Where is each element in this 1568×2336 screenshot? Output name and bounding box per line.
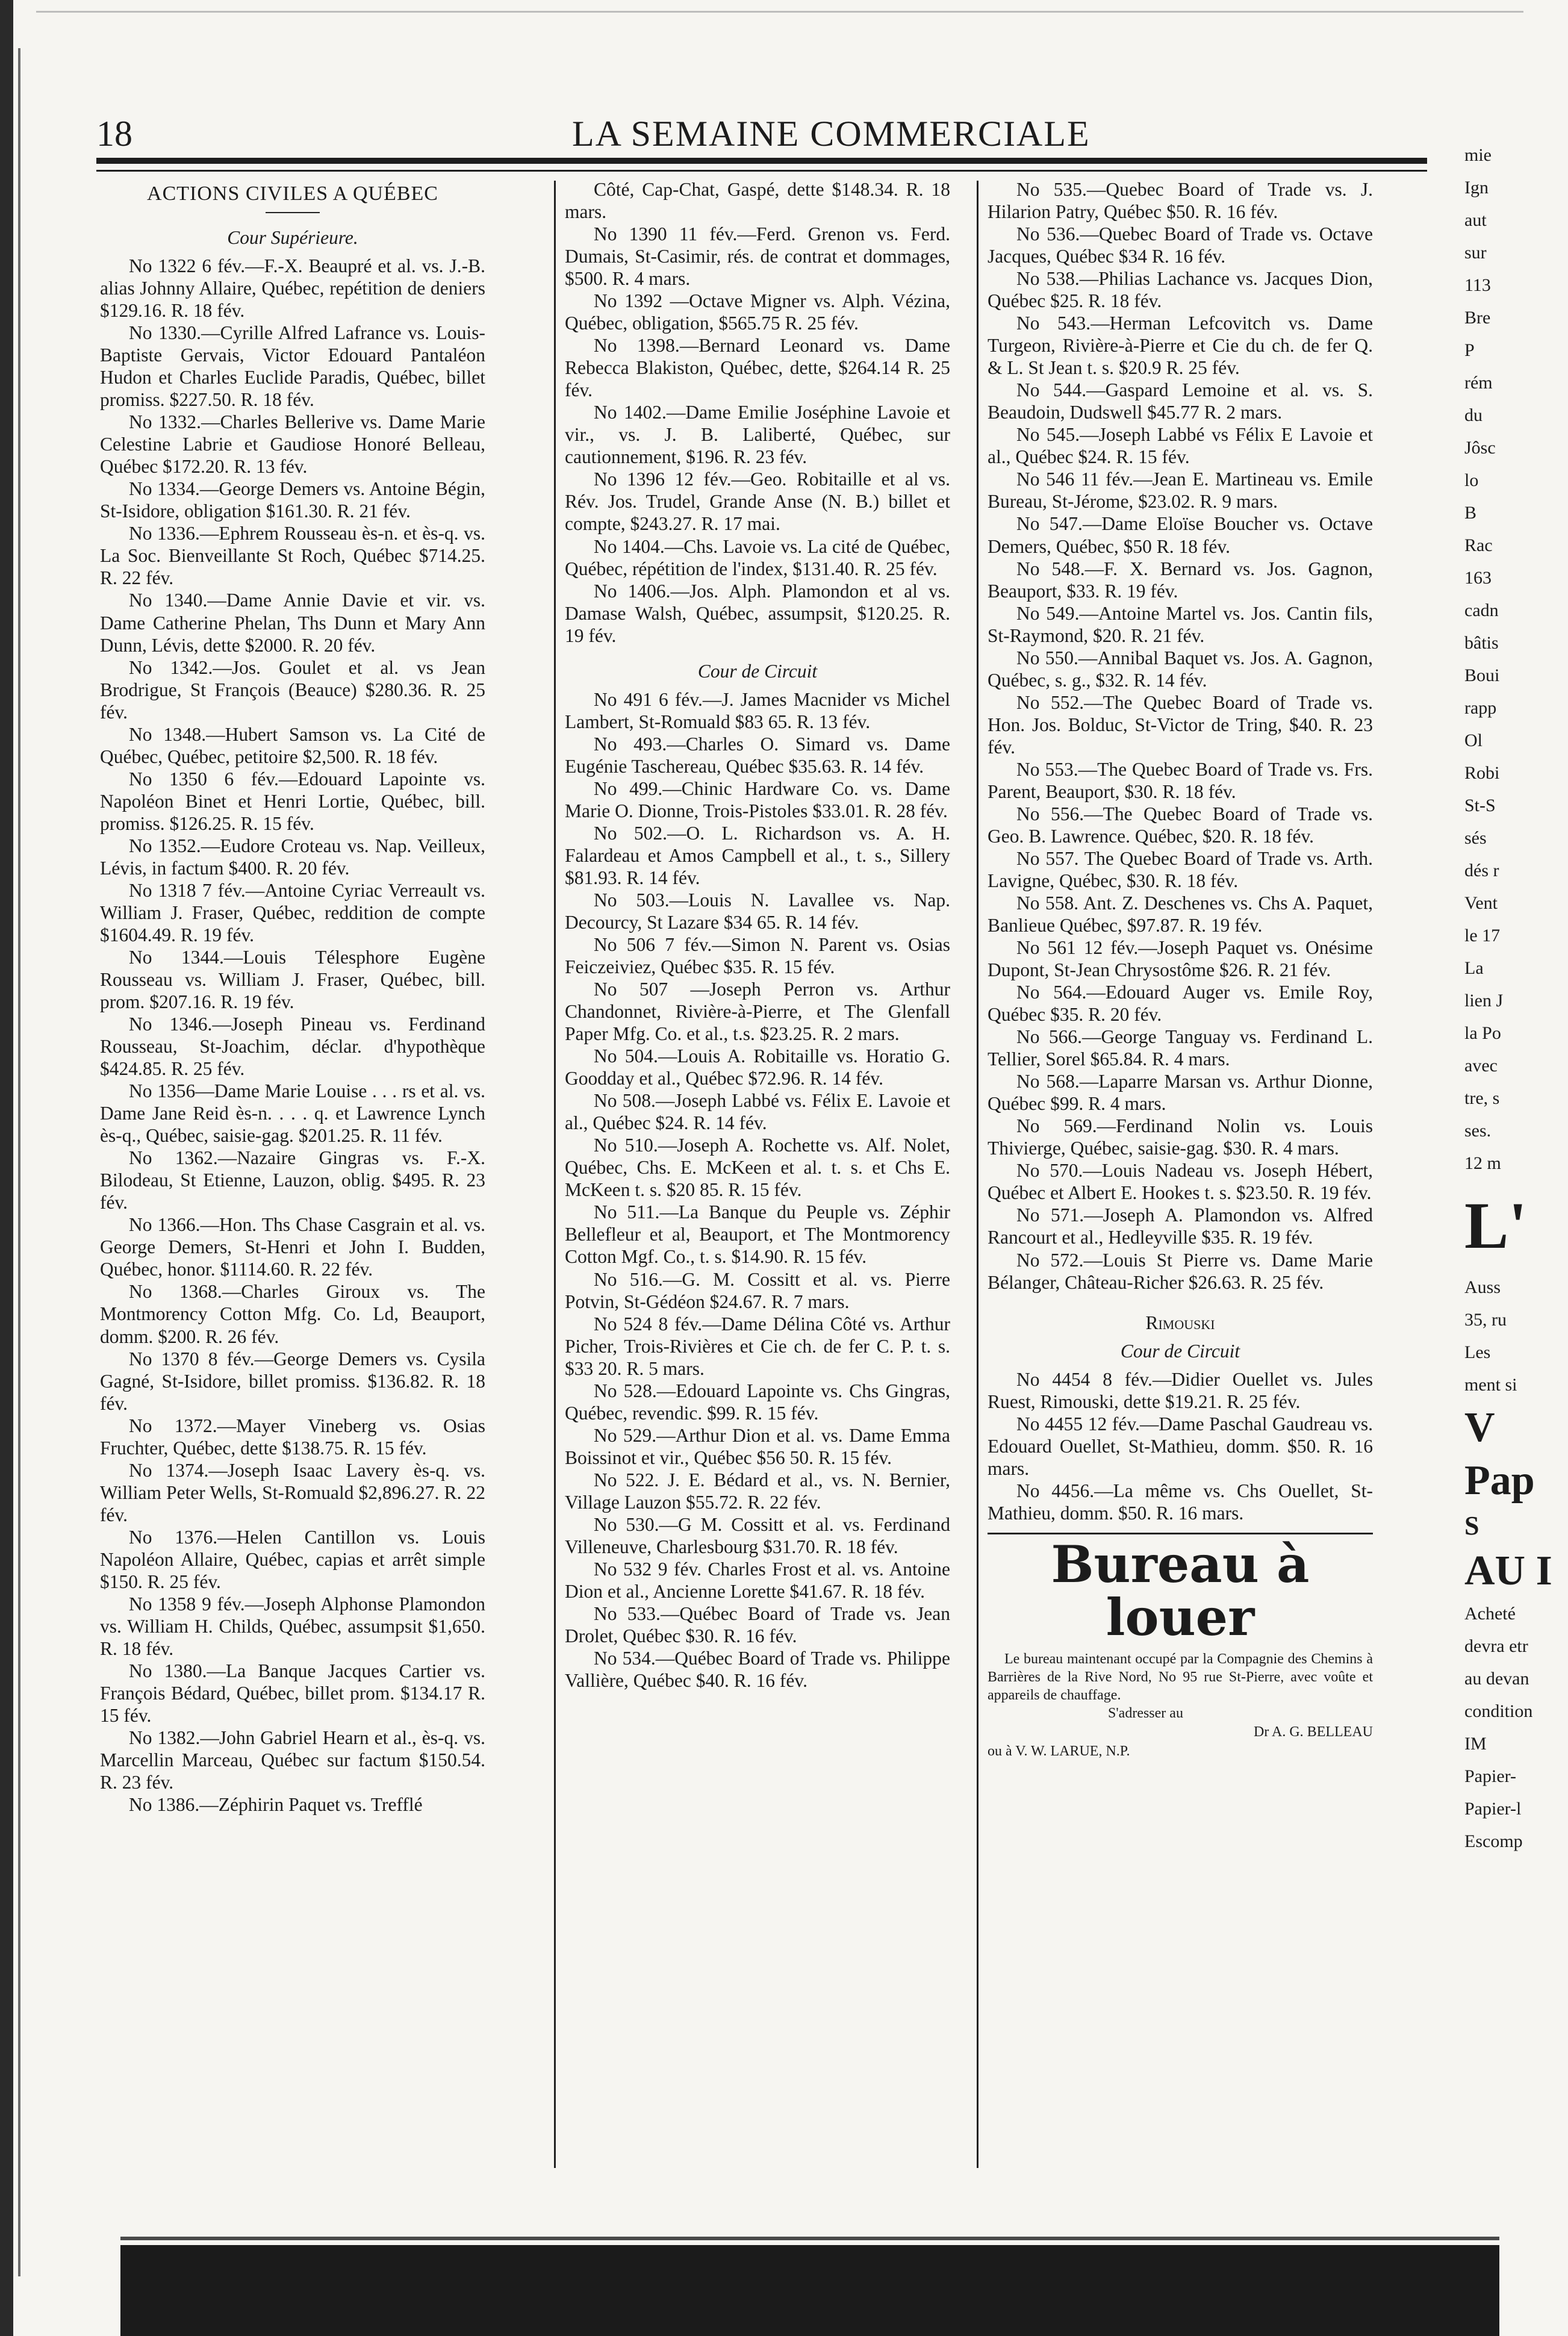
fragment-line: devra etr [1464,1636,1528,1656]
case-entry: No 4454 8 fév.—Didier Ouellet vs. Jules Ruest, Rimouski, dette $19.21. R. 25 fév. [988,1368,1373,1412]
case-entry: No 532 9 fév. Charles Frost et al. vs. Antoine Dion et al., Ancienne Lorette $41.67. R. 18 fév. [565,1558,950,1602]
header-rule-thin [96,170,1427,172]
fragment-line: 163 [1464,568,1492,588]
column-2 [565,178,950,1692]
case-entry: No 528.—Edouard Lapointe vs. Chs Gingras, Québec, revendic. $99. R. 15 fév. [565,1380,950,1424]
case-entry: No 504.—Louis A. Robitaille vs. Horatio G. Goodday et al., Québec $72.96. R. 14 fév. [565,1045,950,1089]
fragment-line: Rac [1464,535,1493,555]
scan-bottom-shadow [120,2245,1499,2336]
fragment-line: St-S [1464,796,1496,815]
court-heading: Cour de Circuit [1120,1340,1240,1362]
case-entry: No 1386.—Zéphirin Paquet vs. Trefflé [129,1794,423,1816]
fragment-line: Bre [1464,308,1491,328]
case-entry: No 545.—Joseph Labbé vs Félix E Lavoie et al., Québec $24. R. 15 fév. [988,424,1373,468]
fragment-line: dés r [1464,861,1499,880]
fragment-line: 35, ru [1464,1310,1507,1330]
ad-text: Le bureau maintenant occupé par la Compagnie des Chemins à Barrières de la Rive Nord, No 95 rue St-Pierre, avec voûte et appareils de chauffage. [988,1651,1373,1704]
fragment-line: mie [1464,145,1492,165]
fragment-heading: Pap [1464,1457,1535,1504]
case-entry: No 1376.—Helen Cantillon vs. Louis Napoléon Allaire, Québec, capias et arrêt simple $150. R. 25 fév. [100,1526,485,1592]
case-entry: No 566.—George Tanguay vs. Ferdinand L. Tellier, Sorel $65.84. R. 4 mars. [988,1026,1373,1070]
case-entry: Côté, Cap-Chat, Gaspé, dette $148.34. R. 18 mars. [565,179,950,223]
case-entry: No 522. J. E. Bédard et al., vs. N. Bernier, Village Lauzon $55.72. R. 22 fév. [565,1469,950,1513]
case-entry: No 507 —Joseph Perron vs. Arthur Chandonnet, Rivière-à-Pierre, et The Glenfall Paper Mfg. Co. et al., t.s. $23.25. R. 2 mars. [565,979,950,1045]
case-entry: No 529.—Arthur Dion et al. vs. Dame Emma Boissinot et vir., Québec $56 50. R. 15 fév. [565,1424,950,1468]
fragment-line: sés [1464,828,1487,848]
case-entry: No 549.—Antoine Martel vs. Jos. Cantin fils, St-Raymond, $20. R. 21 fév. [988,602,1373,646]
case-entry: No 544.—Gaspard Lemoine et al. vs. S. Beaudoin, Dudswell $45.77 R. 2 mars. [988,379,1373,423]
case-entry: No 1318 7 fév.—Antoine Cyriac Verreault vs. William J. Fraser, Québec, reddition de compte $1604.49. R. 19 fév. [100,879,485,945]
case-entry: No 571.—Joseph A. Plamondon vs. Alfred Rancourt et al., Hedleyville $35. R. 19 fév. [988,1204,1373,1248]
case-entry: No 547.—Dame Eloïse Boucher vs. Octave Demers, Québec, $50 R. 18 fév. [988,513,1373,557]
heading-dash [266,212,320,213]
case-entry: No 1380.—La Banque Jacques Cartier vs. François Bédard, Québec, billet prom. $134.17 R. 15 fév. [100,1660,485,1727]
fragment-line: Ign [1464,178,1489,198]
case-entry: No 1350 6 fév.—Edouard Lapointe vs. Napoléon Binet et Henri Lortie, Québec, bill. promiss. $126.25. R. 15 fév. [100,768,485,834]
fragment-line: au devan [1464,1669,1529,1689]
case-entry: No 493.—Charles O. Simard vs. Dame Eugénie Taschereau, Québec $35.63. R. 14 fév. [565,733,950,777]
fragment-line: ses. [1464,1121,1492,1141]
case-entry: No 538.—Philias Lachance vs. Jacques Dion, Québec $25. R. 18 fév. [988,268,1373,312]
case-entry: No 1334.—George Demers vs. Antoine Bégin, St-Isidore, obligation $161.30. R. 21 fév. [100,478,485,522]
fragment-line: aut [1464,210,1487,230]
fragment-lines [1464,1277,1568,1396]
fragment-line: Robi [1464,763,1500,783]
case-entry: No 4456.—La même vs. Chs Ouellet, St-Mathieu, domm. $50. R. 16 mars. [988,1480,1373,1524]
fragment-line: Boui [1464,665,1500,685]
ad-contact-name: Dr A. G. BELLEAU [1254,1724,1373,1740]
entry-list [988,178,1373,1294]
case-entry: No 550.—Annibal Baquet vs. Jos. A. Gagnon, Québec, s. g., $32. R. 14 fév. [988,647,1373,691]
fragment-line: Jôsc [1464,438,1496,458]
case-entry: No 1392 —Octave Migner vs. Alph. Vézina, Québec, obligation, $565.75 R. 25 fév. [565,290,950,334]
court-heading: Cour Supérieure. [227,226,358,248]
ad-contact-line: S'adresser au [1108,1705,1183,1722]
case-entry: No 1330.—Cyrille Alfred Lafrance vs. Louis-Baptiste Gervais, Victor Edouard Pantaléon Hudon et Charles Euclide Paradis, Québec, billet promiss. $227.50. R. 18 fév. [100,322,485,411]
case-entry: No 1348.—Hubert Samson vs. La Cité de Québec, Québec, petitoire $2,500. R. 18 fév. [100,723,485,767]
fragment-line: Vent [1464,893,1498,913]
fragment-line: B [1464,503,1477,523]
fragment-line: Acheté [1464,1604,1516,1624]
entry-list [100,255,485,1816]
fragment-line: sur [1464,243,1487,263]
fragment-line: le 17 [1464,926,1501,945]
case-entry: No 1368.—Charles Giroux vs. The Montmorency Cotton Mfg. Co. Ld, Beauport, domm. $200. R. 26 fév. [100,1281,485,1347]
advertisement [988,1533,1373,1761]
case-entry: No 572.—Louis St Pierre vs. Dame Marie Bélanger, Château-Richer $26.63. R. 25 fév. [988,1249,1373,1293]
fragment-line: P [1464,340,1475,360]
entry-list [565,688,950,1692]
column-1 [100,178,485,1816]
case-entry: No 1344.—Louis Télesphore Eugène Rousseau vs. William J. Fraser, Québec, bill. prom. $207.16. R. 19 fév. [100,946,485,1013]
fragment-line: La [1464,958,1484,978]
case-entry: No 533.—Québec Board of Trade vs. Jean Drolet, Québec $30. R. 16 fév. [565,1602,950,1646]
fragment-heading: AU I [1464,1548,1552,1594]
top-edge-line [36,11,1523,13]
page-number: 18 [96,114,132,154]
column-divider-2 [977,181,978,2168]
case-entry: No 1356—Dame Marie Louise . . . rs et al. vs. Dame Jane Reid ès-n. . . . q. et Lawrence Lynch ès-q., Québec, saisie-gag. $201.25. R. 11 fév. [100,1080,485,1147]
case-entry: No 1342.—Jos. Goulet et al. vs Jean Brodrigue, St François (Beauce) $280.36. R. 25 fév. [100,656,485,723]
case-entry: No 1370 8 fév.—George Demers vs. Cysila Gagné, St-Isidore, billet promiss. $136.82. R. 18 fév. [100,1348,485,1414]
case-entry: No 546 11 fév.—Jean E. Martineau vs. Emile Bureau, St-Jérome, $23.02. R. 9 mars. [988,469,1373,512]
fragment-line: Auss [1464,1277,1501,1297]
case-entry: No 1358 9 fév.—Joseph Alphonse Plamondon vs. William H. Childs, Québec, assumpsit $1,650. R. 18 fév. [100,1593,485,1659]
fragment-lines [1464,145,1568,1174]
case-entry: No 556.—The Quebec Board of Trade vs. Geo. B. Lawrence. Québec, $20. R. 18 fév. [988,803,1373,847]
fragment-line: Papier- [1464,1766,1517,1786]
region-heading: Rimouski [1145,1312,1215,1333]
case-entry: No 564.—Edouard Auger vs. Emile Roy, Québec $35. R. 20 fév. [988,982,1373,1026]
case-entry: No 552.—The Quebec Board of Trade vs. Hon. Jos. Bolduc, St-Victor de Tring, $40. R. 23 fév. [988,691,1373,758]
case-entry: No 1322 6 fév.—F.-X. Beaupré et al. vs. J.-B. alias Johnny Allaire, Québec, repétition de deniers $129.16. R. 18 fév. [100,255,485,322]
case-entry: No 491 6 fév.—J. James Macnider vs Michel Lambert, St-Romuald $83 65. R. 13 fév. [565,688,950,732]
fragment-line: rém [1464,373,1493,393]
fragment-line: condition [1464,1701,1533,1721]
journal-title: LA SEMAINE COMMERCIALE [572,114,1090,154]
case-entry: No 1374.—Joseph Isaac Lavery ès-q. vs. William Peter Wells, St-Romuald $2,896.27. R. 22 fév. [100,1459,485,1525]
fragment-large-letter: L' [1464,1189,1527,1262]
fragment-line: la Po [1464,1023,1501,1043]
fragment-line: Escomp [1464,1831,1523,1851]
column-divider-1 [554,181,556,2168]
fragment-line: Papier-l [1464,1799,1522,1819]
case-entry: No 1352.—Eudore Croteau vs. Nap. Veilleux, Lévis, in factum $400. R. 20 fév. [100,835,485,879]
entry-list [988,1368,1373,1524]
fragment-line: IM [1464,1734,1487,1754]
case-entry: No 568.—Laparre Marsan vs. Arthur Dionne, Québec $99. R. 4 mars. [988,1071,1373,1115]
fragment-line: du [1464,405,1482,425]
case-entry: No 502.—O. L. Richardson vs. A. H. Falardeau et Amos Campbell et al., t. s., Sillery $81.93. R. 14 fév. [565,822,950,888]
case-entry: No 530.—G M. Cossitt et al. vs. Ferdinand Villeneuve, Charlesbourg $31.70. R. 18 fév. [565,1513,950,1557]
case-entry: No 510.—Joseph A. Rochette vs. Alf. Nolet, Québec, Chs. E. McKeen et al. t. s. et Chs E. McKeen t. s. $20 85. R. 15 fév. [565,1135,950,1201]
case-entry: No 1402.—Dame Emilie Joséphine Lavoie et vir., vs. J. B. Laliberté, Québec, sur cautionnement, $196. R. 23 fév. [565,402,950,468]
case-entry: No 570.—Louis Nadeau vs. Joseph Hébert, Québec et Albert E. Hookes t. s. $23.50. R. 19 fév. [988,1160,1373,1204]
case-entry: No 1406.—Jos. Alph. Plamondon et al vs. Damase Walsh, Québec, assumpsit, $120.25. R. 19 fév. [565,580,950,646]
adjacent-page-fragment [1464,145,1568,2204]
case-entry: No 548.—F. X. Bernard vs. Jos. Gagnon, Beauport, $33. R. 19 fév. [988,558,1373,602]
section-title: ACTIONS CIVILES A QUÉBEC [147,182,438,205]
case-entry: No 1390 11 fév.—Ferd. Grenon vs. Ferd. Dumais, St-Casimir, rés. de contrat et dommages, $500. R. 4 mars. [565,223,950,290]
case-entry: No 553.—The Quebec Board of Trade vs. Frs. Parent, Beauport, $30. R. 18 fév. [988,758,1373,802]
ad-contact-line-2: ou à V. W. LARUE, N.P. [988,1743,1130,1759]
fragment-heading: V [1464,1404,1495,1451]
header-rule-thick [96,158,1427,164]
case-entry: No 511.—La Banque du Peuple vs. Zéphir Bellefleur et al, Beauport, et The Montmorency Cotton Mgf. Co., t. s. $14.90. R. 15 fév. [565,1201,950,1268]
case-entry: No 561 12 fév.—Joseph Paquet vs. Onésime Dupont, St-Jean Chrysostôme $26. R. 21 fév. [988,937,1373,981]
page-edge-shadow [0,0,13,2336]
entry-list [565,178,950,647]
case-entry: No 499.—Chinic Hardware Co. vs. Dame Marie O. Dionne, Trois-Pistoles $33.01. R. 28 fév. [565,777,950,821]
fragment-line: rapp [1464,698,1497,718]
case-entry: No 524 8 fév.—Dame Délina Côté vs. Arthur Picher, Trois-Rivières et Cie ch. de fer C. P. t. s. $33 20. R. 5 mars. [565,1313,950,1379]
ad-title: Bureau à louer [1051,1534,1310,1648]
case-entry: No 1404.—Chs. Lavoie vs. La cité de Québec, Québec, répétition de l'index, $131.40. R. 25 fév. [565,535,950,579]
case-entry: No 536.—Quebec Board of Trade vs. Octave Jacques, Québec $34 R. 16 fév. [988,223,1373,267]
case-entry: No 4455 12 fév.—Dame Paschal Gaudreau vs. Edouard Ouellet, St-Mathieu, domm. $50. R. 16 mars. [988,1413,1373,1479]
case-entry: No 543.—Herman Lefcovitch vs. Dame Turgeon, Rivière-à-Pierre et Cie du ch. de fer Q. & L. St Jean t. s. $20.9 R. 25 fév. [988,313,1373,379]
case-entry: No 569.—Ferdinand Nolin vs. Louis Thivierge, Québec, saisie-gag. $30. R. 4 mars. [988,1115,1373,1159]
fragment-line: tre, s [1464,1088,1500,1108]
binding-line [18,48,20,2276]
fragment-line: Les [1464,1342,1491,1362]
case-entry: No 508.—Joseph Labbé vs. Félix E. Lavoie et al., Québec $24. R. 14 fév. [565,1090,950,1134]
case-entry: No 1396 12 fév.—Geo. Robitaille et al vs. Rév. Jos. Trudel, Grande Anse (N. B.) billet et compte, $243.27. R. 17 mai. [565,469,950,535]
fragment-heading: S [1464,1511,1479,1540]
fragment-line: lien J [1464,991,1504,1011]
case-entry: No 506 7 fév.—Simon N. Parent vs. Osias Feiczeiviez, Québec $35. R. 15 fév. [565,934,950,978]
case-entry: No 1336.—Ephrem Rousseau ès-n. et ès-q. vs. La Soc. Bienveillante St Roch, Québec $714.25. R. 22 fév. [100,523,485,589]
fragment-line: ment si [1464,1375,1517,1395]
case-entry: No 1398.—Bernard Leonard vs. Dame Rebecca Blakiston, Québec, dette, $264.14 R. 25 fév. [565,335,950,401]
fragment-line: avec [1464,1056,1498,1076]
case-entry: No 557. The Quebec Board of Trade vs. Arth. Lavigne, Québec, $30. R. 18 fév. [988,847,1373,891]
court-heading: Cour de Circuit [697,660,818,682]
case-entry: No 558. Ant. Z. Deschenes vs. Chs A. Paquet, Banlieue Québec, $97.87. R. 19 fév. [988,892,1373,936]
case-entry: No 1366.—Hon. Ths Chase Casgrain et al. vs. George Demers, St-Henri et John I. Budden, Québec, honor. $1114.60. R. 22 fév. [100,1214,485,1280]
case-entry: No 535.—Quebec Board of Trade vs. J. Hilarion Patry, Québec $50. R. 16 fév. [988,179,1373,223]
column-3 [988,178,1373,1761]
case-entry: No 1362.—Nazaire Gingras vs. F.-X. Bilodeau, St Etienne, Lauzon, oblig. $495. R. 23 fév. [100,1147,485,1213]
case-entry: No 1346.—Joseph Pineau vs. Ferdinand Rousseau, St-Joachim, déclar. d'hypothèque $424.85. R. 25 fév. [100,1014,485,1080]
case-entry: No 1332.—Charles Bellerive vs. Dame Marie Celestine Labrie et Gaudiose Honoré Belleau, Québec $172.20. R. 13 fév. [100,411,485,478]
case-entry: No 516.—G. M. Cossitt et al. vs. Pierre Potvin, St-Gédéon $24.67. R. 7 mars. [565,1268,950,1312]
fragment-line: Ol [1464,730,1482,750]
fragment-line: lo [1464,470,1479,490]
case-entry: No 503.—Louis N. Lavallee vs. Nap. Decourcy, St Lazare $34 65. R. 14 fév. [565,889,950,933]
case-entry: No 1340.—Dame Annie Davie et vir. vs. Dame Catherine Phelan, Ths Dunn et Mary Ann Dunn, Lévis, dette $2000. R. 20 fév. [100,590,485,656]
case-entry: No 1372.—Mayer Vineberg vs. Osias Fruchter, Québec, dette $138.75. R. 15 fév. [100,1415,485,1459]
fragment-line: bâtis [1464,633,1499,653]
fragment-lines [1464,1603,1568,1852]
case-entry: No 534.—Québec Board of Trade vs. Philippe Vallière, Québec $40. R. 16 fév. [565,1648,950,1692]
fragment-line: 113 [1464,275,1491,295]
fragment-line: cadn [1464,600,1499,620]
fragment-line: 12 m [1464,1153,1501,1173]
case-entry: No 1382.—John Gabriel Hearn et al., ès-q. vs. Marcellin Marceau, Québec sur factum $150.54. R. 23 fév. [100,1727,485,1793]
